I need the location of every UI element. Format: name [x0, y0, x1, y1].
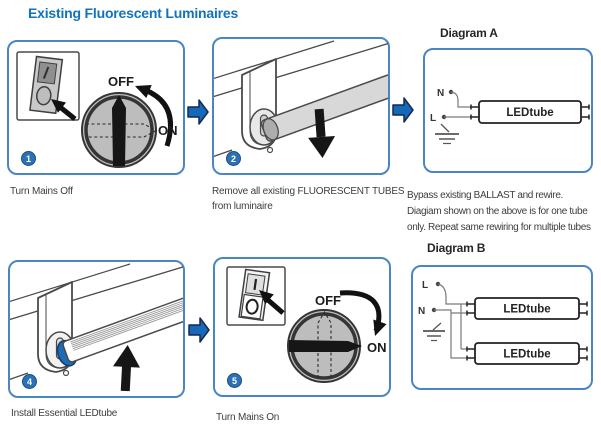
ledtube-label: LEDtube [506, 107, 554, 119]
dial-off-label: OFF [315, 293, 341, 308]
step2-caption-line1: Remove all existing FLUORESCENT TUBES [212, 186, 405, 197]
step4-caption: Install Essential LEDtube [11, 408, 118, 419]
step4-number-badge: 4 [22, 374, 37, 389]
earth-ground-icon [423, 323, 445, 341]
wall-switch-on-icon [227, 267, 285, 325]
next-step-arrow-icon [188, 317, 210, 348]
diagram-a-panel [423, 48, 593, 173]
dial-on-label: ON [367, 340, 387, 355]
next-step-arrow-icon [392, 97, 414, 128]
dial-on-label: ON [158, 123, 178, 138]
ledtube-label: LEDtube [503, 303, 551, 316]
ledtube2-symbol [467, 343, 587, 364]
line-label: L [430, 113, 437, 124]
rotary-dial-off-icon [82, 93, 156, 167]
step1-panel [7, 40, 185, 175]
diagram-a-wiring [425, 50, 591, 171]
diagram-a-note [407, 188, 591, 236]
led-tube-icon [54, 295, 183, 369]
note-line1: Bypass existing BALLAST and rewire. [407, 190, 563, 201]
rotary-dial-on-icon [288, 310, 362, 382]
note-line2: Diagiam shown on the above is for one tube [407, 206, 588, 217]
note-line3: only. Repeat same rewiring for multiple tubes [407, 222, 591, 233]
diagram-b-wiring [413, 267, 591, 388]
step5-caption: Turn Mains On [216, 412, 280, 423]
step2-panel [212, 37, 390, 175]
ledtube-label: LEDtube [503, 348, 551, 361]
step5-number-badge: 5 [227, 373, 242, 388]
diagram-a-title: Diagram A [440, 26, 498, 40]
diagram-b-panel [411, 265, 593, 390]
neutral-label: N [418, 306, 426, 317]
ledtube-symbol [471, 101, 589, 123]
step4-panel [8, 260, 185, 398]
diagram-b-title: Diagram B [427, 241, 486, 255]
install-ledtube-illustration [10, 262, 183, 396]
neutral-label: N [437, 88, 445, 99]
earth-ground-icon [435, 124, 459, 144]
next-step-arrow-icon [187, 99, 209, 130]
page-title: Existing Fluorescent Luminaires [28, 5, 239, 21]
remove-tube-illustration [214, 39, 388, 173]
line-label: L [422, 280, 429, 291]
dial-off-label: OFF [108, 74, 134, 89]
ledtube1-symbol [467, 298, 587, 319]
step1-caption: Turn Mains Off [10, 186, 73, 197]
install-up-arrow-icon [112, 344, 141, 391]
turn-mains-on-illustration [215, 259, 389, 395]
step2-number-badge: 2 [226, 151, 241, 166]
step1-number-badge: 1 [21, 151, 36, 166]
wall-switch-off-icon [17, 52, 79, 120]
turn-mains-off-illustration [9, 42, 183, 173]
step2-caption-line2: from luminaire [212, 201, 273, 212]
step2-caption [212, 184, 404, 214]
step5-panel [213, 257, 391, 397]
